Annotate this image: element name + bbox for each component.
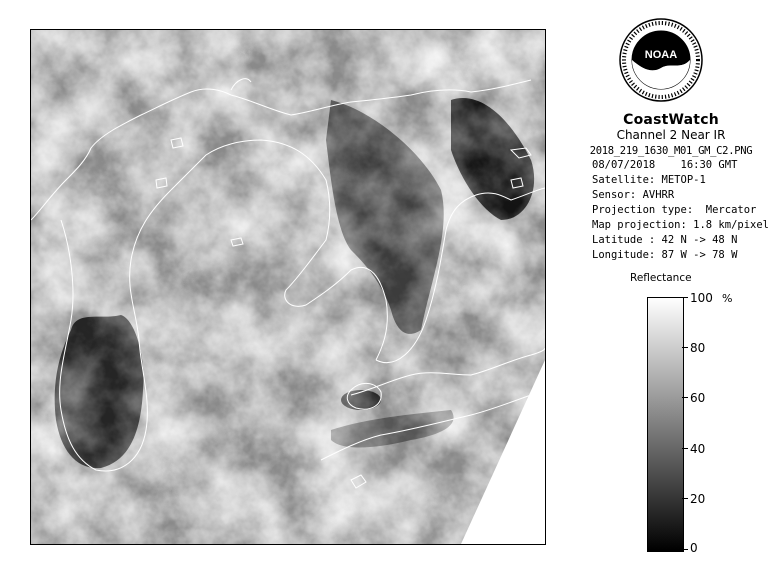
tick-mark [682,297,688,298]
channel-label: Channel 2 Near IR [616,128,726,142]
datetime: 08/07/2018 16:30 GMT [592,159,738,171]
sensor: Sensor: AVHRR [592,189,675,201]
map-projection: Map projection: 1.8 km/pixel [592,219,770,231]
latitude-range: Latitude : 42 N -> 48 N [592,234,738,246]
tick-label: 80 [690,341,706,355]
tick-label: 40 [690,442,706,456]
tick-label: 60 [690,391,706,405]
colorbar [647,297,684,552]
map-image [31,30,545,544]
tick-mark [682,498,688,499]
colorbar-unit: % [722,292,733,305]
noaa-logo [619,18,703,102]
tick-mark [682,448,688,449]
longitude-range: Longitude: 87 W -> 78 W [592,249,738,261]
tick-mark [682,347,688,348]
brand-title: CoastWatch [623,112,719,128]
filename: 2018_219_1630_M01_GM_C2.PNG [589,145,753,157]
info-panel [560,112,782,263]
tick-mark [682,549,688,550]
satellite: Satellite: METOP-1 [592,174,706,186]
noaa-seal-icon [619,18,703,102]
tick-label: 100 [690,291,713,305]
colorbar-title: Reflectance [630,272,692,284]
tick-label: 0 [690,541,698,555]
tick-label: 20 [690,492,706,506]
satellite-map[interactable] [30,29,546,545]
tick-mark [682,397,688,398]
noaa-logo-text: NOAA [644,49,678,61]
projection-type: Projection type: Mercator [592,204,757,216]
